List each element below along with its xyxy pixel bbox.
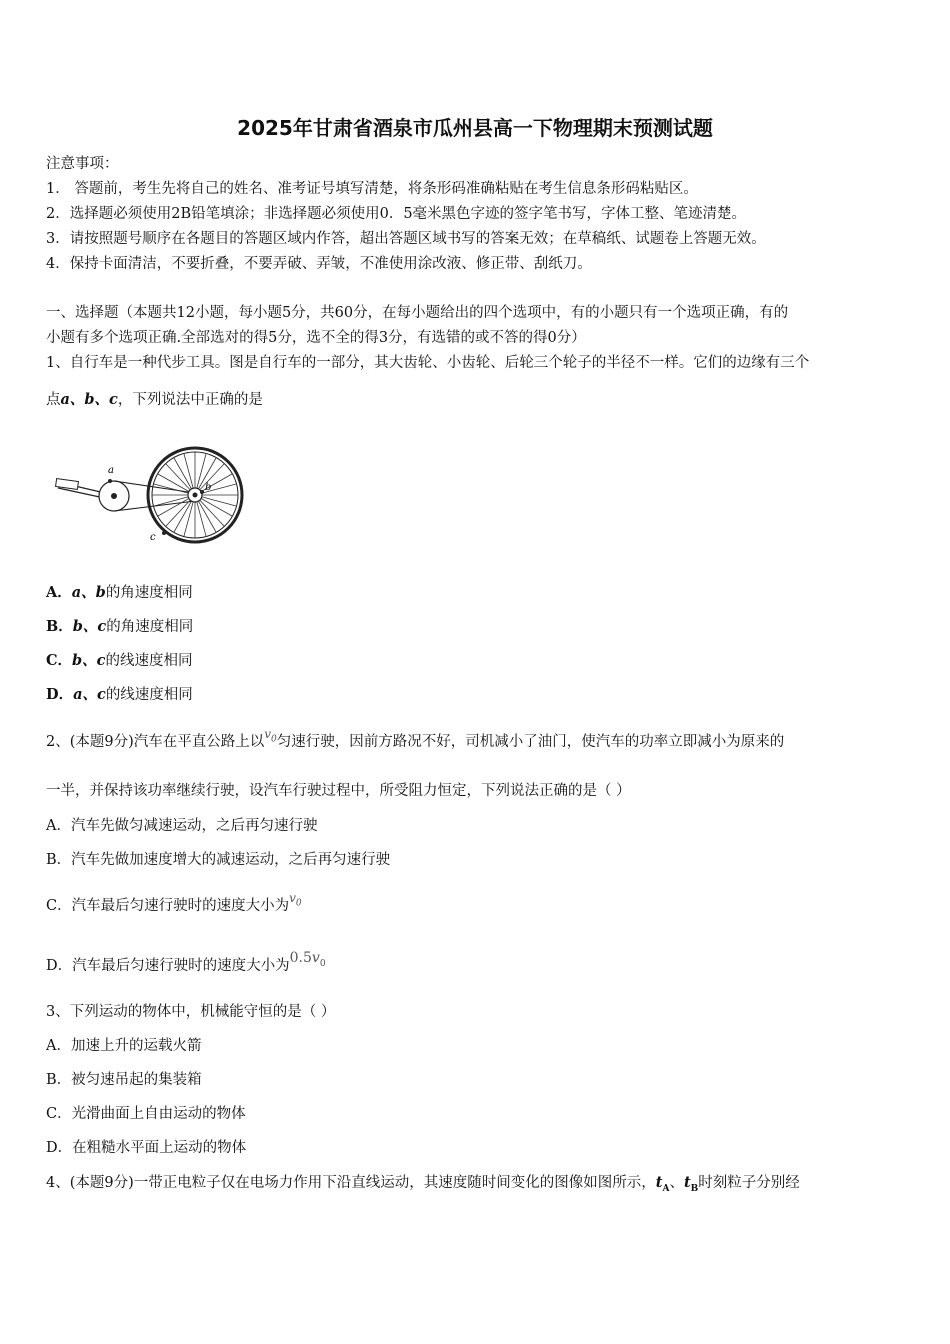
- q2-stem: 2、(本题9分)汽车在平直公路上以$^{v_0}$匀速行驶，因前方路况不好，司机减小了油门，使汽车的功率立即减小为原来的: [46, 727, 785, 750]
- q3-option-b: B．被匀速吊起的集装箱: [46, 1072, 202, 1088]
- half-v0-symbol: $0.5v_0$: [289, 950, 326, 969]
- notice-item: 4．保持卡面清洁，不要折叠，不要弄破、弄皱，不准使用涂改液、修正带、刮纸刀。: [46, 256, 592, 272]
- v0-symbol: v0: [264, 727, 277, 745]
- q1-option-b: B．b、c的角速度相同: [46, 618, 194, 635]
- q2-option-c: C．汽车最后匀速行驶时的速度大小为$^{v_0}$: [46, 891, 302, 914]
- q3-option-d: D．在粗糙水平面上运动的物体: [46, 1140, 247, 1156]
- bicycle-figure: [54, 444, 254, 549]
- notice-item: 2．选择题必须使用2B铅笔填涂；非选择题必须使用0．5毫米黑色字迹的签字笔书写，字体工整、笔迹清楚。: [46, 206, 747, 222]
- q3-option-a: A．加速上升的运载火箭: [46, 1038, 202, 1054]
- page-title: 2025年甘肃省酒泉市瓜州县高一下物理期末预测试题: [237, 116, 713, 140]
- q1-option-d: D．a、c的线速度相同: [46, 686, 193, 703]
- notice-item: 1． 答题前，考生先将自己的姓名、准考证号填写清楚，将条形码准确粘贴在考生信息条形码粘贴区。: [46, 181, 698, 197]
- q3-stem: 3、下列运动的物体中，机械能守恒的是（ ）: [46, 1004, 336, 1020]
- q1-option-a: A．a、b的角速度相同: [46, 584, 193, 601]
- q1-option-c: C．b、c的线速度相同: [46, 652, 193, 669]
- notice-heading: 注意事项：: [46, 156, 119, 172]
- section-heading-cont: 小题有多个选项正确.全部选对的得5分，选不全的得3分，有选错的或不答的得0分）: [46, 330, 586, 346]
- section-heading: 一、选择题（本题共12小题，每小题5分，共60分，在每小题给出的四个选项中，有的小题只有一个选项正确，有的: [46, 305, 789, 321]
- q3-option-c: C．光滑曲面上自由运动的物体: [46, 1106, 246, 1122]
- q2-stem-cont: 一半，并保持该功率继续行驶，设汽车行驶过程中，所受阻力恒定，下列说法正确的是（ ）: [46, 783, 631, 799]
- q2-option-d: D．汽车最后匀速行驶时的速度大小为$0.5v_0$: [46, 950, 326, 974]
- q1-stem: 1、自行车是一种代步工具。图是自行车的一部分，其大齿轮、小齿轮、后轮三个轮子的半径不一样。它们的边缘有三个: [46, 355, 810, 371]
- q1-stem-cont: 点a、b、c，下列说法中正确的是: [46, 391, 263, 408]
- label-a: a: [108, 465, 114, 476]
- v0-symbol: v0: [289, 891, 302, 909]
- notice-item: 3．请按照题号顺序在各题目的答题区域内作答，超出答题区域书写的答案无效；在草稿纸、试题卷上答题无效。: [46, 231, 766, 247]
- q2-option-b: B．汽车先做加速度增大的减速运动，之后再匀速行驶: [46, 852, 391, 868]
- q4-stem: 4、(本题9分)一带正电粒子仅在电场力作用下沿直线运动，其速度随时间变化的图像如图所示，$t_A$、$t_B$时刻粒子分别经: [46, 1174, 800, 1194]
- label-b: b: [205, 482, 212, 493]
- q2-option-a: A．汽车先做匀减速运动，之后再匀速行驶: [46, 818, 318, 834]
- label-c: c: [150, 532, 156, 543]
